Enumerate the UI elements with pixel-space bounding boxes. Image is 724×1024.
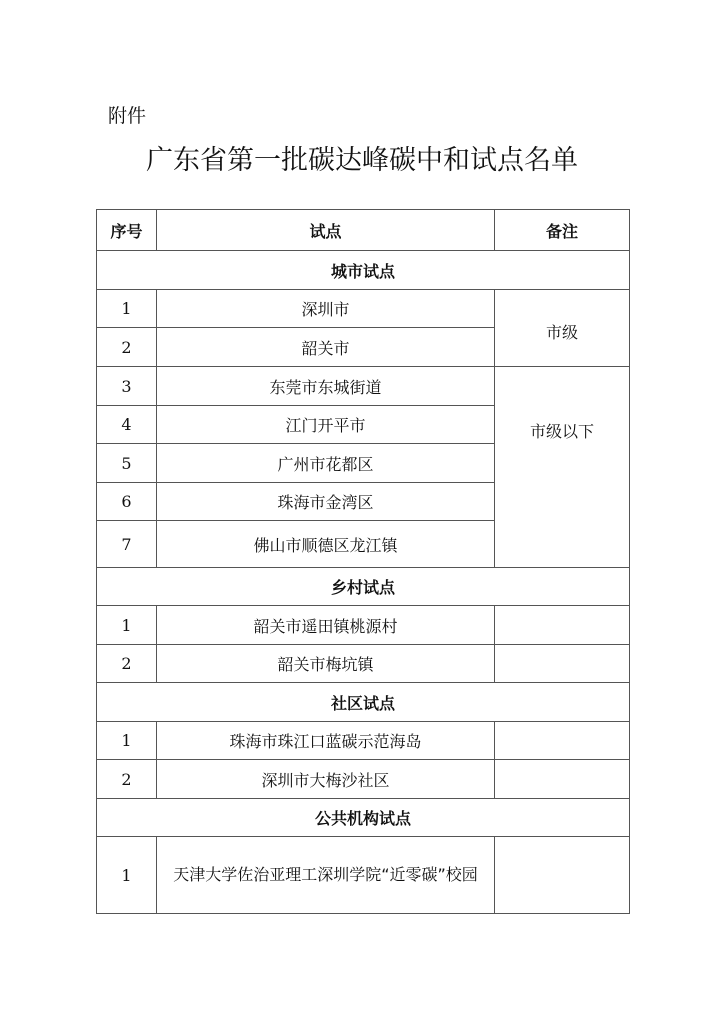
section-title: 城市试点 — [97, 251, 630, 290]
row-note: 市级以下 — [495, 367, 630, 568]
row-index: 2 — [97, 645, 157, 683]
table-row — [97, 722, 630, 760]
row-index: 1 — [97, 837, 157, 914]
row-index: 1 — [97, 606, 157, 645]
row-site: 韶关市遥田镇桃源村 — [157, 606, 495, 645]
section-row-community — [97, 683, 630, 722]
header-note: 备注 — [495, 210, 630, 251]
row-index: 2 — [97, 760, 157, 799]
row-note — [495, 837, 630, 914]
section-row-institution — [97, 799, 630, 837]
table-row — [97, 367, 630, 406]
row-note — [495, 722, 630, 760]
row-site: 天津大学佐治亚理工深圳学院“近零碳”校园 — [157, 837, 495, 914]
section-title: 社区试点 — [97, 683, 630, 722]
row-site: 韶关市梅坑镇 — [157, 645, 495, 683]
attachment-label: 附件 — [108, 105, 147, 127]
row-site: 广州市花都区 — [157, 444, 495, 483]
row-site: 江门开平市 — [157, 406, 495, 444]
section-row-city — [97, 251, 630, 290]
header-index: 序号 — [97, 210, 157, 251]
row-index: 7 — [97, 521, 157, 568]
section-title: 乡村试点 — [97, 568, 630, 606]
table-row — [97, 837, 630, 914]
row-index: 3 — [97, 367, 157, 406]
table-row — [97, 645, 630, 683]
row-index: 2 — [97, 328, 157, 367]
header-site: 试点 — [157, 210, 495, 251]
row-site: 佛山市顺德区龙江镇 — [157, 521, 495, 568]
row-site: 珠海市珠江口蓝碳示范海岛 — [157, 722, 495, 760]
row-index: 1 — [97, 722, 157, 760]
row-note — [495, 606, 630, 645]
section-title: 公共机构试点 — [97, 799, 630, 837]
row-site: 深圳市 — [157, 290, 495, 328]
table-header-row — [97, 210, 630, 251]
row-site: 韶关市 — [157, 328, 495, 367]
row-index: 5 — [97, 444, 157, 483]
row-note: 市级 — [495, 290, 630, 367]
section-row-village — [97, 568, 630, 606]
row-index: 1 — [97, 290, 157, 328]
row-note — [495, 760, 630, 799]
row-index: 6 — [97, 483, 157, 521]
document-title: 广东省第一批碳达峰碳中和试点名单 — [146, 145, 578, 176]
table-row — [97, 290, 630, 328]
row-index: 4 — [97, 406, 157, 444]
pilot-list-table — [96, 209, 630, 914]
row-site: 珠海市金湾区 — [157, 483, 495, 521]
table-row — [97, 760, 630, 799]
row-site: 东莞市东城街道 — [157, 367, 495, 406]
table-row — [97, 606, 630, 645]
row-note — [495, 645, 630, 683]
row-site: 深圳市大梅沙社区 — [157, 760, 495, 799]
